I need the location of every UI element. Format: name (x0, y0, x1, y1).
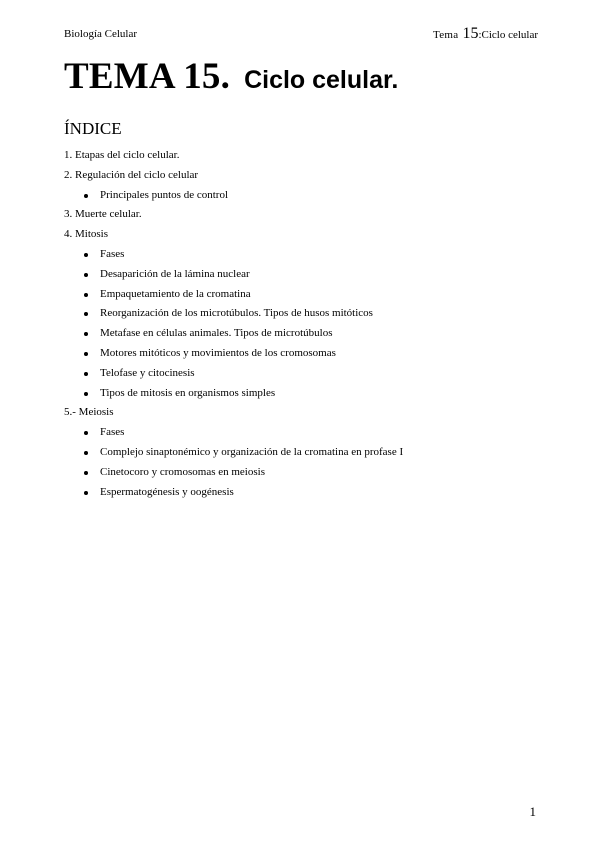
toc-item-text: 2. Regulación del ciclo celular (64, 168, 199, 181)
title-main: TEMA 15. (64, 56, 231, 97)
toc-item (64, 225, 403, 245)
bullet-icon (84, 392, 88, 396)
toc-item-text: Empaquetamiento de la cromatina (100, 287, 251, 300)
toc-subitem (64, 265, 403, 285)
toc-item (64, 205, 403, 225)
toc-subitem (64, 384, 403, 404)
toc-item-text: Reorganización de los microtúbulos. Tipos de husos mitóticos (100, 307, 373, 320)
page-number: 1 (529, 804, 536, 819)
running-header-right (433, 25, 538, 43)
toc-subitem (64, 423, 403, 443)
bullet-icon (84, 451, 88, 455)
toc-subitem (64, 245, 403, 265)
bullet-icon (84, 332, 88, 336)
toc-subitem (64, 344, 403, 364)
toc-item-text: 5.- Meiosis (64, 406, 114, 419)
bullet-icon (84, 431, 88, 435)
toc-item (64, 166, 403, 186)
bullet-icon (84, 312, 88, 316)
bullet-icon (84, 194, 88, 198)
toc-item-text: Espermatogénesis y oogénesis (100, 485, 234, 498)
toc-subitem (64, 324, 403, 344)
toc-subitem (64, 443, 403, 463)
title-subtitle: Ciclo celular. (244, 66, 399, 94)
toc-item-text: Desaparición de la lámina nuclear (100, 267, 250, 280)
toc-item-text: Principales puntos de control (100, 188, 229, 201)
toc-item-text: 3. Muerte celular. (64, 208, 142, 221)
toc-subitem (64, 463, 403, 483)
toc-item (64, 146, 403, 166)
toc-subitem (64, 285, 403, 305)
bullet-icon (84, 273, 88, 277)
bullet-icon (84, 471, 88, 475)
bullet-icon (84, 372, 88, 376)
document-title (64, 55, 398, 98)
toc-item-text: Fases (100, 426, 125, 439)
header-tema-number: 15 (462, 25, 479, 42)
index-heading: ÍNDICE (64, 119, 122, 138)
toc-subitem (64, 304, 403, 324)
toc-subitem (64, 483, 403, 503)
toc-subitem (64, 186, 403, 206)
bullet-icon (84, 293, 88, 297)
bullet-icon (84, 253, 88, 257)
toc-item-text: Telofase y citocinesis (100, 366, 195, 379)
table-of-contents (64, 146, 403, 502)
toc-item-text: Motores mitóticos y movimientos de los cromosomas (100, 346, 336, 359)
header-tema-suffix: :Ciclo celular (478, 29, 538, 41)
bullet-icon (84, 352, 88, 356)
toc-item-text: 4. Mitosis (64, 228, 109, 241)
toc-item-text: 1. Etapas del ciclo celular. (64, 149, 180, 161)
bullet-icon (84, 491, 88, 495)
toc-item-text: Metafase en células animales. Tipos de microtúbulos (100, 327, 333, 340)
toc-subitem (64, 364, 403, 384)
toc-item (64, 403, 403, 423)
header-tema-word: Tema (432, 29, 459, 41)
toc-item-text: Fases (100, 247, 125, 260)
running-header-left: Biología Celular (64, 28, 138, 40)
toc-item-text: Complejo sinaptonémico y organización de la cromatina en profase I (100, 445, 404, 458)
toc-item-text: Cinetocoro y cromosomas en meiosis (100, 465, 265, 478)
toc-item-text: Tipos de mitosis en organismos simples (100, 386, 276, 399)
